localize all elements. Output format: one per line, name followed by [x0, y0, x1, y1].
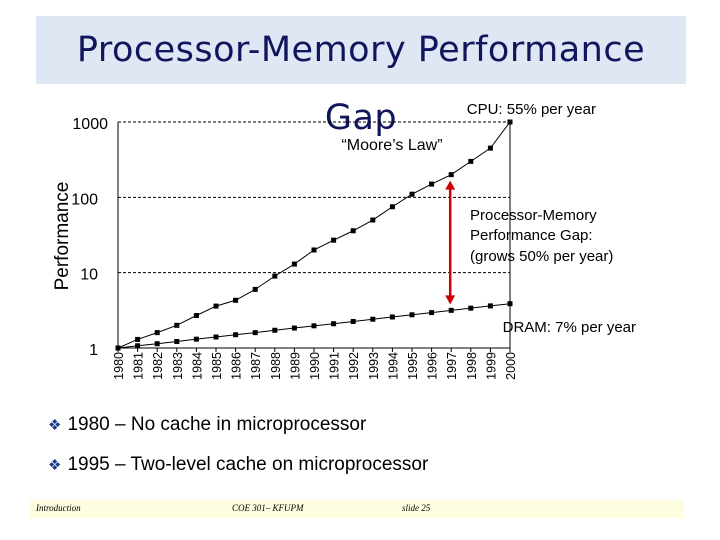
dram-data-point	[488, 303, 493, 308]
diamond-bullet-icon: ❖	[48, 417, 62, 434]
y-tick-labels	[71, 116, 108, 359]
cpu-data-point	[292, 262, 297, 267]
x-tick-labels	[112, 348, 518, 380]
x-tick-label: 1989	[288, 352, 303, 380]
x-tick-label: 1990	[308, 352, 322, 380]
dram-data-point	[194, 337, 199, 342]
cpu-data-point	[135, 337, 140, 342]
dram-data-point	[155, 341, 160, 346]
y-axis-label: Performance	[52, 181, 73, 291]
x-tick-label: 1995	[406, 352, 420, 380]
x-tick-label: 1987	[249, 352, 264, 380]
bullet-item	[48, 414, 366, 436]
footer-bar	[30, 500, 684, 518]
dram-data-point	[390, 314, 395, 319]
cpu-data-point	[468, 159, 473, 164]
cpu-data-point	[370, 218, 375, 223]
dram-data-point	[449, 308, 454, 313]
cpu-data-point	[312, 247, 317, 252]
dram-data-point	[331, 321, 336, 326]
dram-data-point	[292, 326, 297, 331]
x-tick-label: 1980	[112, 352, 126, 380]
x-tick-label: 2000	[504, 352, 518, 380]
cpu-data-point	[174, 323, 179, 328]
cpu-data-point	[410, 192, 415, 197]
dram-data-point	[429, 310, 434, 315]
dram-data-point	[253, 330, 258, 335]
x-tick-label: 1996	[425, 352, 440, 380]
diamond-bullet-icon: ❖	[48, 457, 62, 474]
footer-section: Introduction	[36, 503, 81, 513]
cpu-series-label: CPU: 55% per year	[466, 101, 596, 118]
x-tick-label: 1994	[386, 352, 401, 380]
x-tick-label: 1999	[484, 352, 499, 380]
series	[116, 120, 513, 351]
cpu-data-point	[331, 238, 336, 243]
x-tick-label: 1998	[464, 352, 479, 380]
dram-data-point	[370, 317, 375, 322]
slide-title: Processor-Memory Performance Gap	[76, 30, 646, 138]
cpu-data-point	[155, 330, 160, 335]
gap-arrow-head-up	[445, 181, 455, 190]
footer-course: COE 301– KFUPM	[232, 503, 304, 513]
x-tick-label: 1993	[366, 352, 381, 380]
cpu-data-point	[429, 182, 434, 187]
dram-data-point	[312, 323, 317, 328]
cpu-data-point	[449, 172, 454, 177]
dram-data-point	[508, 301, 513, 306]
cpu-data-point	[272, 274, 277, 279]
dram-data-point	[468, 306, 473, 311]
dram-data-point	[272, 328, 277, 333]
x-tick-label: 1992	[347, 352, 362, 380]
cpu-data-point	[351, 228, 356, 233]
cpu-data-point	[214, 304, 219, 309]
x-tick-label: 1986	[229, 352, 244, 380]
dram-data-point	[410, 312, 415, 317]
dram-data-point	[116, 346, 121, 351]
dram-data-point	[233, 332, 238, 337]
y-tick-label: 1	[89, 342, 98, 359]
gap-arrow-head-down	[445, 295, 455, 304]
y-tick-label: 1000	[72, 116, 108, 133]
cpu-data-point	[253, 287, 258, 292]
bullet-text: 1980 – No cache in microprocessor	[67, 414, 367, 435]
dram-data-point	[351, 319, 356, 324]
annotations	[341, 101, 636, 336]
y-tick-label: 10	[80, 266, 98, 284]
cpu-data-point	[488, 146, 493, 151]
cpu-data-point	[233, 298, 238, 303]
bullet-item	[48, 454, 428, 476]
dram-data-point	[214, 334, 219, 339]
x-tick-label: 1991	[327, 352, 342, 380]
x-tick-label: 1982	[151, 352, 166, 380]
x-tick-label: 1997	[445, 352, 460, 380]
x-tick-label: 1983	[170, 352, 185, 380]
gap-label-line-1: Processor-Memory	[470, 207, 597, 224]
dram-series-label: DRAM: 7% per year	[502, 319, 636, 336]
moore-law-label: “Moore’s Law”	[341, 137, 443, 154]
x-tick-label: 1985	[210, 352, 224, 380]
x-tick-label: 1984	[190, 352, 205, 380]
cpu-data-point	[390, 204, 395, 209]
cpu-data-point	[194, 313, 199, 318]
footer-slide-number: slide 25	[402, 503, 431, 513]
dram-data-point	[135, 343, 140, 348]
bullet-text: 1995 – Two-level cache on microprocessor	[67, 454, 429, 475]
gap-label-line-3: (grows 50% per year)	[470, 248, 614, 265]
dram-data-point	[174, 339, 179, 344]
cpu-data-point	[508, 120, 513, 125]
gap-label-line-2: Performance Gap:	[470, 227, 593, 244]
x-tick-label: 1988	[268, 352, 283, 380]
y-tick-label: 100	[71, 191, 98, 209]
x-tick-label: 1981	[131, 352, 146, 380]
